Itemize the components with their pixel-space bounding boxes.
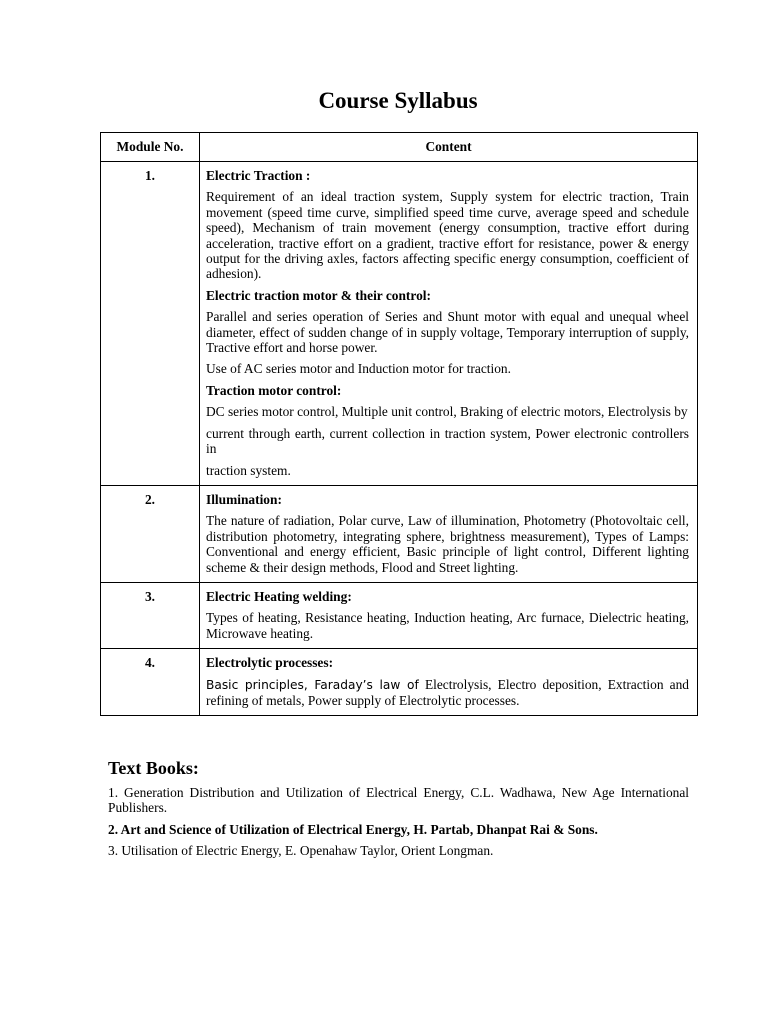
module-number: 4.: [101, 649, 200, 716]
module-content: [200, 649, 698, 716]
section-heading: Electrolytic processes:: [206, 655, 334, 671]
table-row: [101, 485, 698, 582]
module-number: 2.: [101, 485, 200, 582]
paragraph-sans-text: Basic principles, Faraday’s law of: [206, 677, 419, 692]
module-content: [200, 582, 698, 648]
page-title: Course Syllabus: [318, 88, 478, 113]
header-module-no: Module No.: [101, 133, 200, 162]
section-heading: Electric traction motor & their control:: [206, 287, 431, 303]
module-number: 3.: [101, 582, 200, 648]
section-paragraph: DC series motor control, Multiple unit control, Braking of electric motors, Electrolysis by: [206, 404, 688, 420]
section-heading: Illumination:: [206, 491, 282, 507]
section-paragraph: Parallel and series operation of Series and Shunt motor with equal and unequal wheel diameter, effect of sudden change of in supply voltage, Temporary interruption of supply, Tractive effort and horse power.: [206, 309, 689, 356]
module-content: [200, 162, 698, 486]
section-paragraph: Requirement of an ideal traction system, Supply system for electric traction, Train movement (speed time curve, simplified speed time curve, average speed and schedule speed), Mechanism of train movement (energy consumption, tractive effort during acceleration, tractive effort on a gradient, tractive effort for resistance, power & energy output for the driving axles, factors affecting specific energy consumption, coefficient of adhesion).: [206, 189, 689, 282]
list-item: 2. Art and Science of Utilization of Electrical Energy, H. Partab, Dhanpat Rai & Sons.: [108, 821, 598, 837]
section-paragraph: [206, 677, 689, 709]
list-item: 3. Utilisation of Electric Energy, E. Openahaw Taylor, Orient Longman.: [108, 843, 494, 859]
table-row: [101, 162, 698, 486]
text-books-heading: Text Books:: [108, 758, 199, 778]
section-heading: Electric Traction :: [206, 168, 311, 183]
module-number: 1.: [101, 162, 200, 486]
paragraph-serif-text: Electrolysis, Electro deposition, Extraction and refining of metals, Power supply of Electrolytic processes.: [206, 676, 689, 708]
table-row: [101, 582, 698, 648]
section-paragraph: The nature of radiation, Polar curve, Law of illumination, Photometry (Photovoltaic cell, distribution photometry, integrating sphere, brightness measurement), Types of Lamps: Conventional and energy efficient, Basic principle of light control, Different lighting scheme & their design methods, Flood and Street lighting.: [206, 513, 689, 575]
table-header-row: [101, 133, 698, 162]
section-heading: Electric Heating welding:: [206, 588, 352, 604]
section-paragraph: current through earth, current collection in traction system, Power electronic controllers in: [206, 425, 689, 457]
list-item: 1. Generation Distribution and Utilization of Electrical Energy, C.L. Wadhawa, New Age International Publishers.: [108, 785, 689, 816]
text-books-list: [108, 785, 689, 865]
section-paragraph: traction system.: [206, 462, 291, 478]
table-row: [101, 649, 698, 716]
section-heading: Traction motor control:: [206, 382, 342, 398]
header-content: Content: [200, 133, 698, 162]
section-paragraph: Use of AC series motor and Induction motor for traction.: [206, 361, 511, 377]
module-content: [200, 485, 698, 582]
section-paragraph: Types of heating, Resistance heating, Induction heating, Arc furnace, Dielectric heating, Microwave heating.: [206, 610, 689, 641]
syllabus-table: [100, 132, 698, 716]
